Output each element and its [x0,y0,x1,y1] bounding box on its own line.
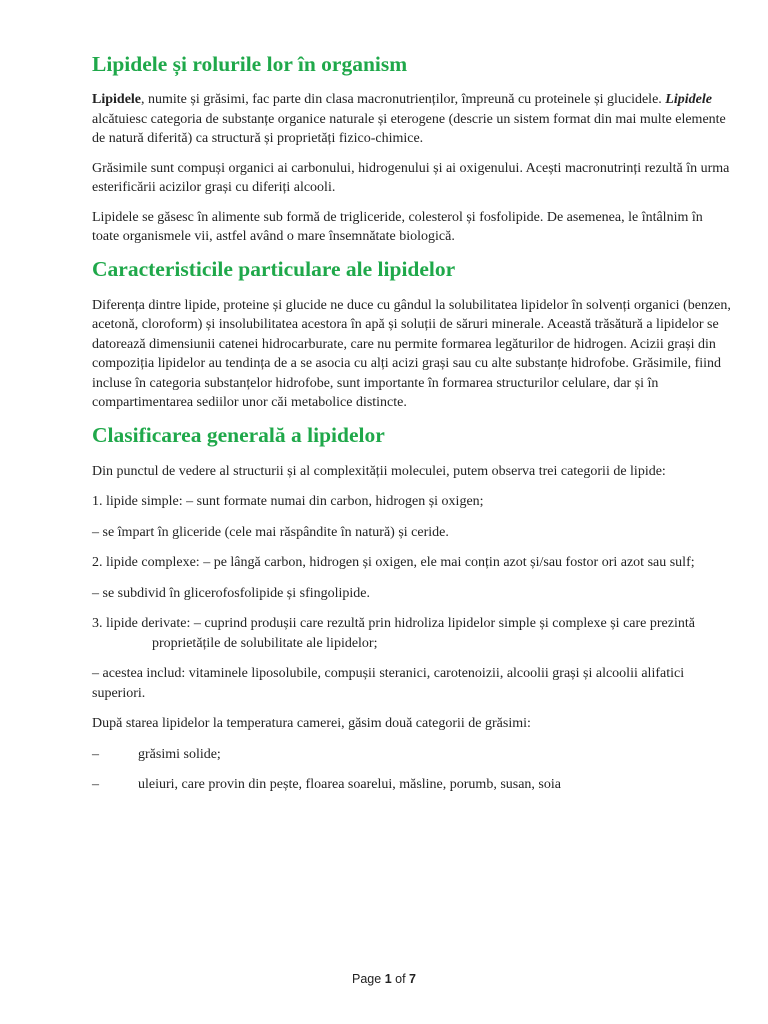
list-item-derived-lipids-sub: – acestea includ: vitaminele liposolubile, compușii steranici, carotenoizii, alcoolii grași și alcoolii alifatici superiori. [92,666,685,701]
list-item-simple-lipids: 1. lipide simple: – sunt formate numai din carbon, hidrogen și oxigen; [92,494,484,509]
dash-marker: – [92,777,99,792]
paragraph-fats-compounds: Grăsimile sunt compuși organici ai carbonului, hidrogenului și ai oxigenului. Acești macronutrinți rezultă în urma esterificării acizilor grași cu diferiți alcooli. [92,160,730,195]
list-item-simple-lipids-sub: – se împart în gliceride (cele mai răspândite în natură) și ceride. [92,524,449,540]
total-pages-number: 7 [409,972,416,986]
bold-term: Lipidele [92,92,142,107]
document-page [92,50,732,795]
page-footer: Page 1 of 7 [352,972,416,986]
list-item-solid-fats: – grăsimi solide; [92,745,732,765]
list-item-complex-lipids: 2. lipide complexe: – pe lângă carbon, hidrogen și oxigen, ele mai conțin azot și/sau fostor ori azot sau sulf; [92,555,695,570]
paragraph-lipids-intro: Lipidele, numite și grăsimi, fac parte din clasa macronutrienților, împreună cu proteinele și glucidele. Lipidele alcătuiesc categoria de substanțe organice naturale și eterogene (descrie un sistem format din mai multe elemente de natură diferită) ca structură și proprietăți fizico-chimice. [92,92,726,146]
list-item-derived-lipids: 3. lipide derivate: – cuprind produșii care rezultă prin hidroliza lipidelor simple și complexe și care prezintăproprietățile de solubilitate ale lipidelor; [92,616,695,651]
current-page-number: 1 [384,972,392,986]
paragraph-lipids-foods: Lipidele se găsesc în alimente sub formă de trigliceride, colesterol și fosfolipide. De asemenea, le întâlnim în toate organismele vii, astfel având o mare însemnătate biologică. [92,209,703,244]
bold-italic-term: Lipidele [665,92,712,107]
dash-marker: – [92,746,99,762]
heading-characteristics: Caracteristicile particulare ale lipidelor [92,256,456,281]
heading-lipids-roles: Lipidele și rolurile lor în organism [92,52,408,76]
paragraph-characteristics: Diferența dintre lipide, proteine și glucide ne duce cu gândul la solubilitatea lipidelor în solvenți organici (benzen, acetonă, cloroform) și insolubilitatea acestora în apă și soluții de săruri minerale. Această trăsătură a lipidelor se datorează dimensiunii catenei hidrocarburate, care nu permite formarea legăturilor de hidrogen. Acizii grași din compoziția lipidelor au tendința de a se asocia cu alți acizi grași sau cu alte substanțe hidrofobe. Grăsimile, fiind incluse în categoria substanțelor hidrofobe, sunt importante în formarea structurilor celulare, dar și în compartimentarea sediilor unor căi metabolice distincte. [92,297,731,410]
paragraph-classification-intro: Din punctul de vedere al structurii și al complexității moleculei, putem observa trei categorii de lipide: [92,463,666,479]
heading-classification: Clasificarea generală a lipidelor [92,422,385,447]
list-item-complex-lipids-sub: – se subdivid în glicerofosfolipide și sfingolipide. [92,585,371,601]
list-item-oils: – uleiuri, care provin din pește, floarea soarelui, măsline, porumb, susan, soia [92,775,732,795]
paragraph-temperature: După starea lipidelor la temperatura camerei, găsim două categorii de grăsimi: [92,716,531,731]
